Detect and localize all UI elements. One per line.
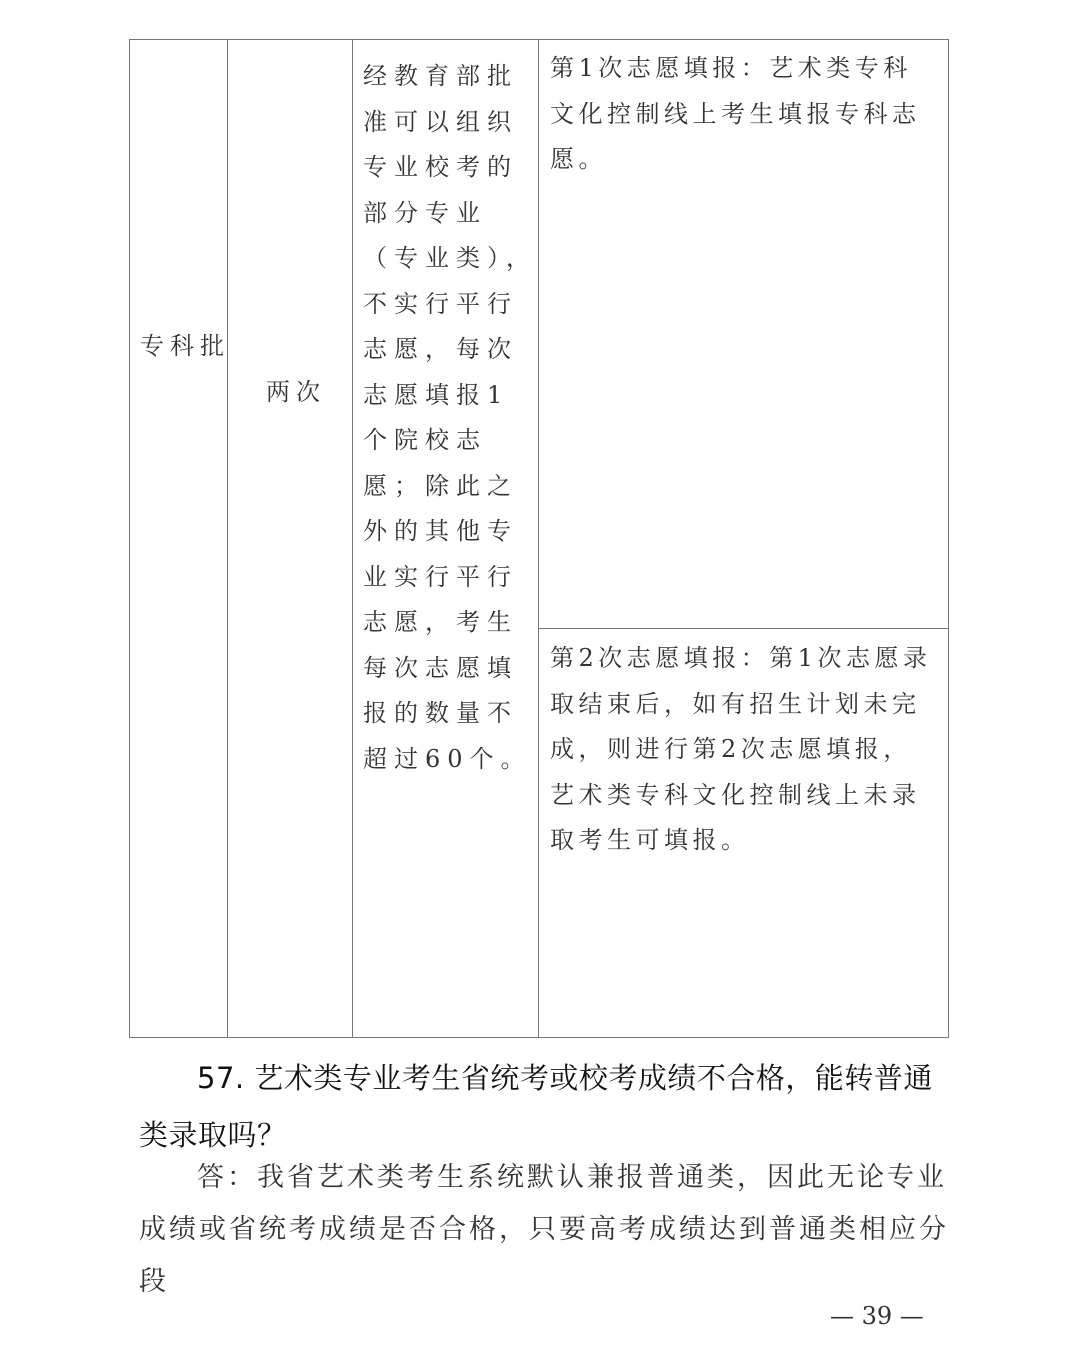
column-divider bbox=[352, 40, 353, 1037]
round-2-cell: 第2次志愿填报：第1次志愿录取结束后，如有招生计划未完成，则进行第2次志愿填报，艺术类专科文化控制线上未录取考生可填报。 bbox=[550, 644, 932, 854]
column-divider bbox=[227, 40, 228, 1037]
row-divider bbox=[538, 628, 948, 629]
description-cell: 经教育部批准可以组织专业校考的部分专业（专业类），不实行平行志愿，每次志愿填报1个院校志愿；除此之外的其他专业实行平行志愿，考生每次志愿填报的数量不超过60个。 bbox=[363, 62, 537, 773]
answer-paragraph: 答：我省艺术类考生系统默认兼报普通类，因此无论专业成绩或省统考成绩是否合格，只要高考成绩达到普通类相应分段 bbox=[139, 1162, 949, 1297]
batch-cell: 专科批 bbox=[140, 332, 230, 360]
page-number: — 39 — bbox=[830, 1302, 924, 1330]
admission-table bbox=[129, 39, 949, 1038]
round-1-cell: 第1次志愿填报：艺术类专科文化控制线上考生填报专科志愿。 bbox=[550, 54, 921, 173]
question-heading: 57. 艺术类专业考生省统考或校考成绩不合格，能转普通类录取吗？ bbox=[139, 1061, 933, 1152]
times-cell: 两次 bbox=[266, 378, 326, 406]
